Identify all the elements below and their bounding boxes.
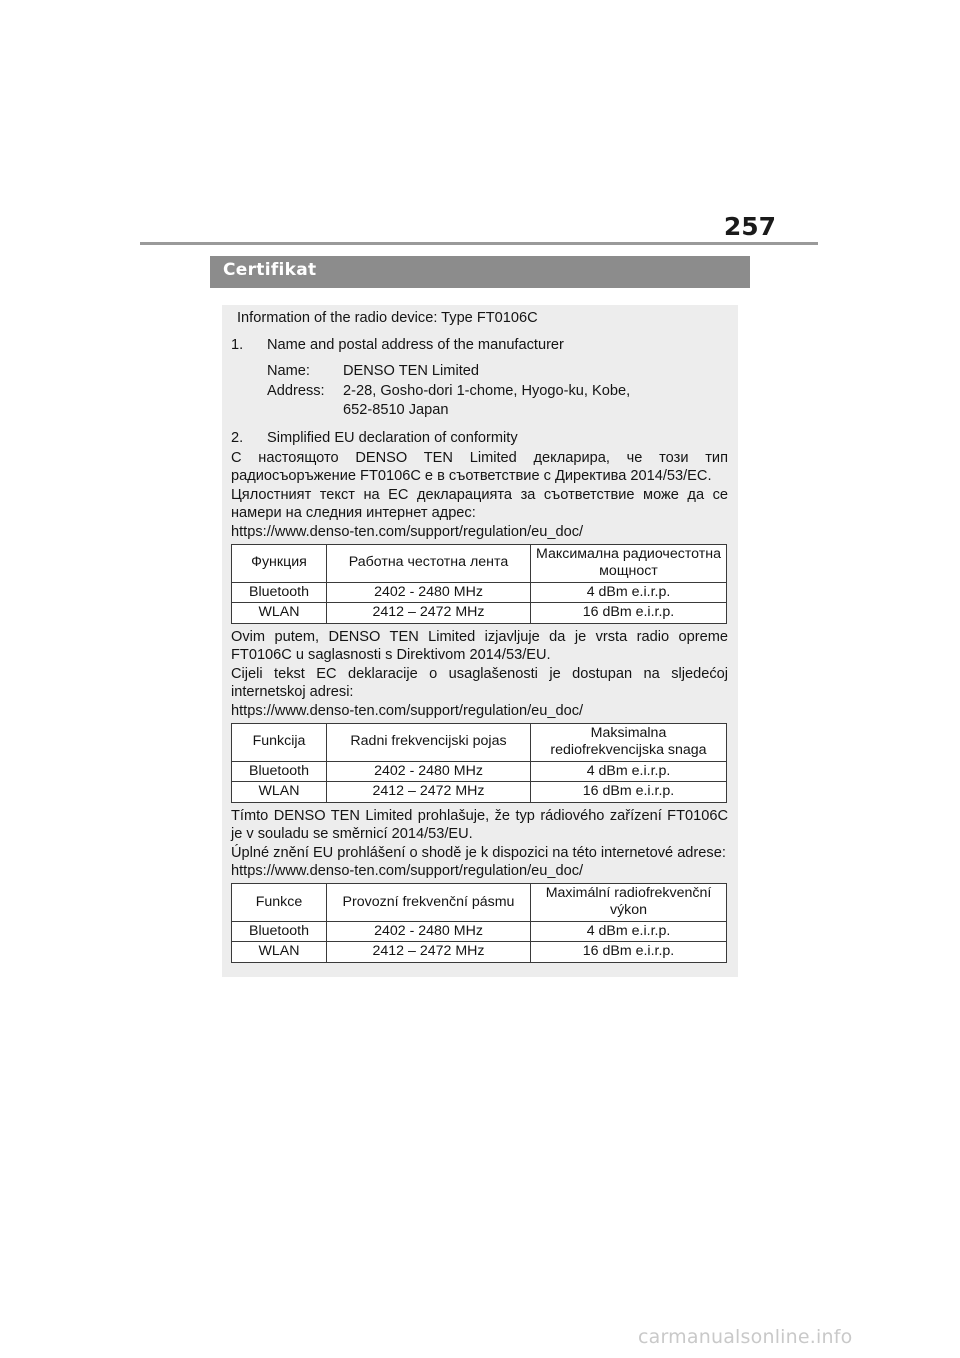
header-cell: Maksimalna rediofrekvencijska snaga (531, 723, 727, 761)
table-cell: 2402 - 2480 MHz (327, 582, 531, 603)
site-watermark: carmanualsonline.info (638, 1326, 853, 1348)
header-cell: Maximální radiofrekvenční výkon (531, 883, 727, 921)
table-row (232, 761, 727, 782)
table-row (232, 582, 727, 603)
table-cell: 16 dBm e.i.r.p. (531, 942, 727, 963)
radio-device-info-title: Information of the radio device: Type FT0106C (237, 310, 538, 326)
item-manufacturer (231, 336, 728, 355)
section-title-bar (210, 256, 750, 288)
address-label: Address: (267, 382, 325, 399)
table-row (232, 782, 727, 803)
table-cell: 2412 – 2472 MHz (327, 782, 531, 803)
declaration-fulltext-note: Cijeli tekst EC deklaracije o usaglašenosti je dostupan na sljedećoj internetskoj adresi: (231, 665, 728, 701)
declaration-url: https://www.denso-ten.com/support/regulation/eu_doc/ (231, 863, 584, 880)
declaration-fulltext-note: Úplné znění EU prohlášení o shodě je k dispozici na této internetové adrese: (231, 844, 726, 861)
declaration-statement: Ovim putem, DENSO TEN Limited izjavljuje da je vrsta radio opreme FT0106C u saglasnosti s Direktivom 2014/53/EU. (231, 628, 728, 664)
table-header-row (232, 723, 727, 761)
header-cell: Максимална радиочестотна мощност (531, 544, 727, 582)
page-number: 257 (723, 212, 776, 241)
table-cell: 4 dBm e.i.r.p. (531, 582, 727, 603)
header-cell: Provozní frekvenční pásmu (327, 883, 531, 921)
item-number: 1. (231, 336, 244, 353)
table-header-row (232, 883, 727, 921)
table-cell: Bluetooth (232, 921, 327, 942)
address-line-1: 2-28, Gosho-dori 1-chome, Hyogo-ku, Kobe, (343, 382, 631, 399)
table-cell: WLAN (232, 782, 327, 803)
table-cell: 4 dBm e.i.r.p. (531, 761, 727, 782)
table-cell: 2402 - 2480 MHz (327, 761, 531, 782)
item-text: Name and postal address of the manufacturer (267, 336, 564, 353)
table-cell: 2412 – 2472 MHz (327, 603, 531, 624)
declaration-url: https://www.denso-ten.com/support/regulation/eu_doc/ (231, 702, 584, 719)
address-line-2: 652-8510 Japan (343, 402, 449, 419)
item-text: Simplified EU declaration of conformity (267, 429, 518, 446)
frequency-table (231, 883, 727, 963)
declaration-url: https://www.denso-ten.com/support/regulation/eu_doc/ (231, 523, 584, 540)
certificate-content (231, 309, 728, 967)
declaration-statement: Tímto DENSO TEN Limited prohlašuje, že typ rádiového zařízení FT0106C je v souladu se směrnicí 2014/53/EU. (231, 807, 728, 843)
item-number: 2. (231, 429, 244, 446)
table-header-row (232, 544, 727, 582)
table-cell: 16 dBm e.i.r.p. (531, 603, 727, 624)
table-cell: 2412 – 2472 MHz (327, 942, 531, 963)
frequency-table (231, 723, 727, 803)
declaration-block-bg (231, 449, 728, 624)
table-cell: 4 dBm e.i.r.p. (531, 921, 727, 942)
item-declaration (231, 429, 728, 448)
name-value: DENSO TEN Limited (343, 363, 479, 380)
header-cell: Radni frekvencijski pojas (327, 723, 531, 761)
table-row (232, 921, 727, 942)
frequency-table (231, 544, 727, 624)
header-cell: Работна честотна лента (327, 544, 531, 582)
table-cell: 2402 - 2480 MHz (327, 921, 531, 942)
section-title: Certifikat (223, 260, 317, 280)
declaration-statement: С настоящото DENSO TEN Limited декларира, че този тип радиосъоръжение FT0106C е в съответствие с Директива 2014/53/ЕС. (231, 449, 728, 485)
table-cell: WLAN (232, 603, 327, 624)
declaration-fulltext-note: Цялостният текст на ЕС декларацията за съответствие може да се намери на следния интернет адрес: (231, 486, 728, 522)
declaration-block-cs (231, 807, 728, 963)
table-cell: Bluetooth (232, 761, 327, 782)
header-cell: Funkce (232, 883, 327, 921)
table-row (232, 942, 727, 963)
header-cell: Funkcija (232, 723, 327, 761)
name-label: Name: (267, 363, 310, 380)
table-cell: 16 dBm e.i.r.p. (531, 782, 727, 803)
header-divider (140, 242, 818, 245)
table-row (232, 603, 727, 624)
header-cell: Функция (232, 544, 327, 582)
table-cell: WLAN (232, 942, 327, 963)
manufacturer-address-block (267, 362, 728, 420)
declaration-block-hr (231, 628, 728, 803)
table-cell: Bluetooth (232, 582, 327, 603)
